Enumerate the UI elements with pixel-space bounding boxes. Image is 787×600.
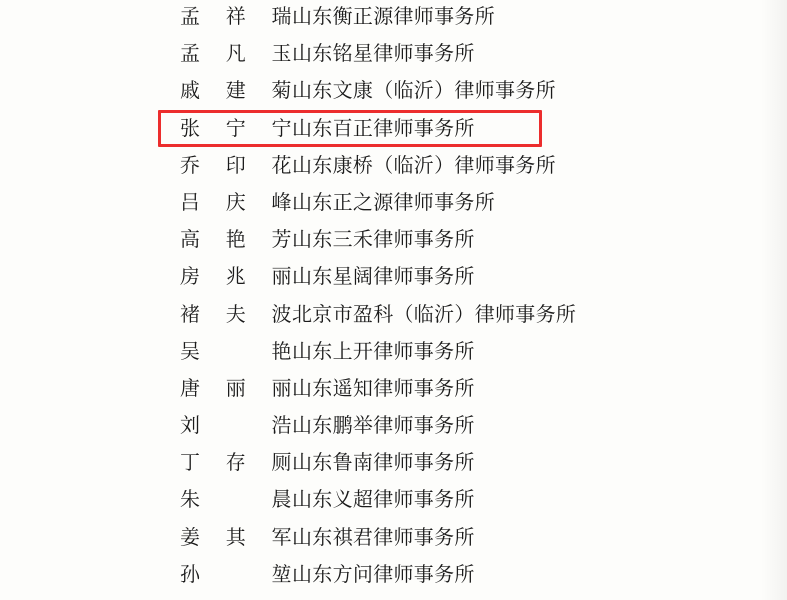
roster-row bbox=[0, 335, 787, 372]
person-name: 戚建菊 bbox=[180, 80, 292, 103]
person-name: 孟凡玉 bbox=[180, 43, 292, 66]
law-firm-name: 山东鹏举律师事务所 bbox=[292, 415, 475, 438]
person-name: 孙 堃 bbox=[180, 563, 292, 586]
roster-row bbox=[0, 37, 787, 74]
roster-row bbox=[0, 260, 787, 297]
law-firm-name: 山东衡正源律师事务所 bbox=[292, 6, 495, 28]
law-firm-name: 山东三禾律师事务所 bbox=[292, 229, 475, 252]
law-firm-name: 山东遥知律师事务所 bbox=[292, 377, 475, 400]
law-firm-name: 山东上开律师事务所 bbox=[292, 340, 475, 363]
law-firm-name: 山东文康（临沂）律师事务所 bbox=[292, 80, 556, 103]
law-firm-name: 山东正之源律师事务所 bbox=[292, 191, 495, 214]
roster-row bbox=[0, 112, 787, 149]
law-firm-name: 山东铭星律师事务所 bbox=[292, 43, 475, 66]
law-firm-name: 山东百正律师事务所 bbox=[292, 117, 475, 140]
person-name: 孟祥瑞 bbox=[180, 6, 292, 28]
person-name: 乔印花 bbox=[180, 154, 292, 177]
roster-row bbox=[0, 223, 787, 260]
person-name: 姜其军 bbox=[180, 526, 292, 549]
roster-row bbox=[0, 521, 787, 558]
roster-row bbox=[0, 149, 787, 186]
person-name: 朱 晨 bbox=[180, 489, 292, 512]
roster-row bbox=[0, 446, 787, 483]
person-name: 褚夫波 bbox=[180, 303, 292, 326]
law-firm-name: 山东康桥（临沂）律师事务所 bbox=[292, 154, 556, 177]
person-name: 房兆丽 bbox=[180, 266, 292, 289]
roster-row bbox=[0, 558, 787, 595]
roster-row bbox=[0, 298, 787, 335]
roster-row bbox=[0, 186, 787, 223]
person-name: 丁存厕 bbox=[180, 452, 292, 475]
law-firm-name: 山东义超律师事务所 bbox=[292, 489, 475, 512]
roster-row bbox=[0, 372, 787, 409]
law-firm-name: 山东祺君律师事务所 bbox=[292, 526, 475, 549]
person-name: 刘 浩 bbox=[180, 415, 292, 438]
law-firm-name: 山东方问律师事务所 bbox=[292, 563, 475, 586]
person-name: 高艳芳 bbox=[180, 229, 292, 252]
roster-row bbox=[0, 483, 787, 520]
person-name: 吕庆峰 bbox=[180, 191, 292, 214]
law-firm-name: 北京市盈科（临沂）律师事务所 bbox=[292, 303, 577, 326]
law-firm-name: 山东鲁南律师事务所 bbox=[292, 452, 475, 475]
person-name: 吴 艳 bbox=[180, 340, 292, 363]
roster-row bbox=[0, 409, 787, 446]
person-name: 唐丽丽 bbox=[180, 377, 292, 400]
roster-row bbox=[0, 0, 787, 37]
law-firm-name: 山东星阔律师事务所 bbox=[292, 266, 475, 289]
person-name: 张宁宁 bbox=[180, 117, 292, 140]
roster-row bbox=[0, 74, 787, 111]
